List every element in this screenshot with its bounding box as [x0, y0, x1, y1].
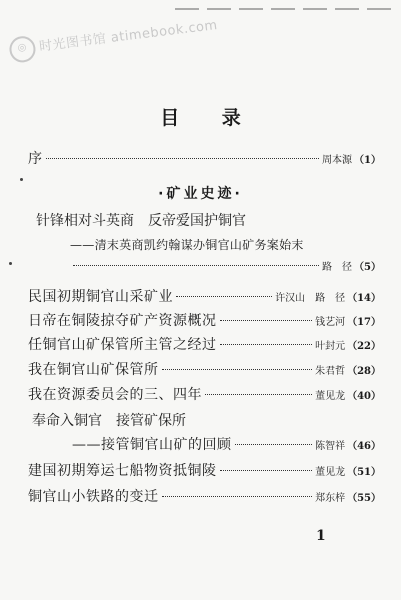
entry-title: 建国初期筹运七船物资抵铜陵: [28, 463, 217, 479]
entry-author: 董见龙: [315, 391, 346, 402]
entry-author: 许汉山 路 径: [275, 293, 346, 304]
toc-entry: [28, 359, 381, 379]
entry-author: 路 径: [322, 262, 353, 273]
entry-page: （51）: [347, 467, 381, 478]
dot-leader: [176, 296, 272, 297]
toc-entry-preface: [28, 148, 381, 168]
entry-page: （5）: [354, 262, 381, 273]
entry-title: 日帝在铜陵掠夺矿产资源概况: [28, 313, 217, 329]
top-rule-marks: [175, 8, 391, 10]
entry-page: （55）: [347, 493, 381, 504]
toc-entry: [28, 334, 381, 354]
entry-author: 周本源: [322, 155, 353, 166]
dot-leader: [235, 444, 313, 445]
entry-page: （17）: [347, 317, 381, 328]
dot-leader: [46, 158, 320, 159]
watermark: [8, 12, 219, 63]
ink-speck: [20, 178, 23, 181]
toc-entry-title: 奉命入铜官 接管矿保所: [32, 413, 186, 429]
entry-page: （40）: [347, 391, 381, 402]
entry-author: 钱艺河: [315, 317, 346, 328]
toc-entry: [28, 460, 381, 480]
entry-title: 民国初期铜官山采矿业: [28, 289, 173, 305]
toc-entry-title: 针锋相对斗英商 反帝爱国护铜官: [36, 213, 246, 229]
entry-subtitle: ——接管铜官山矿的回顾: [72, 437, 232, 453]
entry-page: （28）: [347, 366, 381, 377]
toc-entry: [28, 310, 381, 330]
page-title: 目 录: [160, 107, 259, 129]
toc-entry-subtitle-line: [72, 434, 381, 454]
dot-leader: [162, 496, 313, 497]
entry-author: 董见龙: [315, 467, 346, 478]
entry-title: 我在资源委员会的三、四年: [28, 387, 202, 403]
section-heading: ·矿业史迹·: [158, 186, 243, 202]
ink-speck: [9, 262, 12, 265]
entry-author: 叶封元: [315, 341, 346, 352]
dot-leader: [73, 265, 319, 266]
entry-page: （22）: [347, 341, 381, 352]
page-number: 1: [316, 528, 326, 544]
toc-entry: [28, 384, 381, 404]
entry-page: （46）: [347, 441, 381, 452]
entry-title: 我在铜官山矿保管所: [28, 362, 159, 378]
dot-leader: [220, 470, 313, 471]
entry-title: 序: [28, 151, 43, 167]
watermark-logo-icon: ◎: [8, 35, 37, 64]
entry-author: 郑东梓: [315, 493, 346, 504]
entry-author: 朱君哲: [315, 366, 346, 377]
watermark-text: 时光图书馆 atimebook.com: [38, 17, 219, 55]
entry-author: 陈智祥: [315, 441, 346, 452]
dot-leader: [220, 344, 313, 345]
toc-entry-subtitle: ——清末英商凯约翰谋办铜官山矿务案始末: [70, 238, 304, 252]
entry-title: 任铜官山矿保管所主管之经过: [28, 337, 217, 353]
entry-page: （1）: [354, 155, 381, 166]
dot-leader: [162, 369, 313, 370]
toc-entry-1-page-line: [70, 258, 381, 273]
entry-title: 铜官山小铁路的变迁: [28, 489, 159, 505]
toc-entry: [28, 286, 381, 306]
dot-leader: [220, 320, 313, 321]
entry-page: （14）: [347, 293, 381, 304]
dot-leader: [205, 394, 312, 395]
toc-entry: [28, 486, 381, 506]
